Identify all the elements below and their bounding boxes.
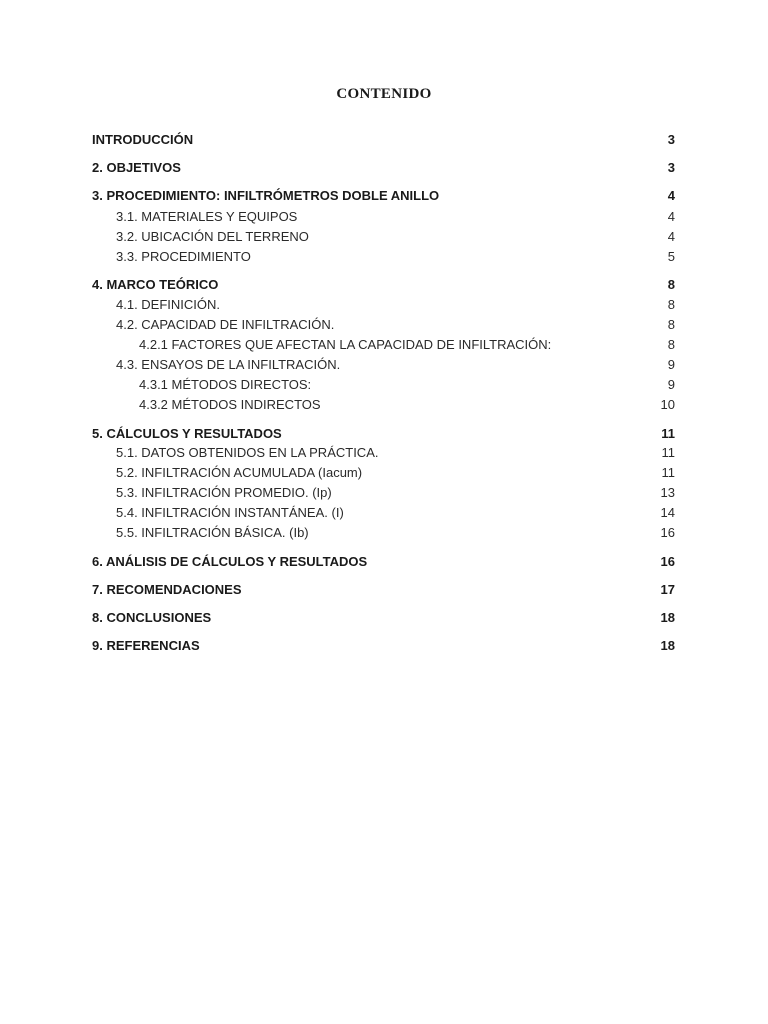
toc-entry-infiltracion-instantanea[interactable] — [116, 504, 675, 522]
toc-entry-ubicacion-del-terreno[interactable] — [116, 228, 675, 246]
toc-entry-metodos-indirectos[interactable] — [139, 396, 675, 414]
toc-entry-page: 8 — [667, 277, 675, 292]
toc-entry-label: 5.2. INFILTRACIÓN ACUMULADA (Iacum) — [116, 465, 363, 480]
toc-entry-introduccion[interactable] — [92, 131, 675, 149]
toc-entry-label: 3.2. UBICACIÓN DEL TERRENO — [116, 229, 309, 244]
toc-entry-procedimiento[interactable] — [116, 248, 675, 266]
toc-entry-page: 8 — [667, 317, 675, 332]
toc-entry-page: 3 — [667, 160, 675, 175]
toc-entry-page: 17 — [660, 582, 675, 597]
toc-entry-analisis-de-calculos[interactable] — [92, 553, 675, 571]
toc-entry-page: 13 — [660, 485, 675, 500]
toc-entry-label: 5.5. INFILTRACIÓN BÁSICA. (Ib) — [116, 525, 309, 540]
toc-entry-page: 10 — [660, 397, 675, 412]
toc-entry-page: 18 — [660, 638, 675, 653]
toc-entry-procedimiento-infiltrometros[interactable] — [92, 187, 675, 205]
toc-entry-page: 3 — [667, 132, 675, 147]
toc-entry-infiltracion-acumulada[interactable] — [116, 464, 675, 482]
toc-entry-page: 16 — [660, 554, 675, 569]
toc-entry-datos-obtenidos[interactable] — [116, 444, 675, 462]
toc-entry-label: 9. REFERENCIAS — [92, 638, 200, 653]
toc-entry-materiales-y-equipos[interactable] — [116, 208, 675, 226]
page-title: CONTENIDO — [336, 86, 432, 102]
toc-entry-label: 3.1. MATERIALES Y EQUIPOS — [116, 209, 298, 224]
toc-entry-label: 5.1. DATOS OBTENIDOS EN LA PRÁCTICA. — [116, 445, 379, 460]
toc-entry-label: 5.4. INFILTRACIÓN INSTANTÁNEA. (I) — [116, 505, 344, 520]
toc-entry-label: 5.3. INFILTRACIÓN PROMEDIO. (Ip) — [116, 485, 332, 500]
toc-entry-page: 14 — [660, 505, 675, 520]
toc-entry-label: INTRODUCCIÓN — [92, 132, 194, 147]
toc-entry-label: 7. RECOMENDACIONES — [92, 582, 242, 597]
toc-entry-label: 5. CÁLCULOS Y RESULTADOS — [92, 426, 282, 441]
toc-entry-recomendaciones[interactable] — [92, 581, 675, 599]
toc-entry-page: 18 — [660, 610, 675, 625]
toc-entry-page: 16 — [660, 525, 675, 540]
toc-entry-page: 5 — [667, 249, 675, 264]
toc-entry-page: 4 — [667, 188, 675, 203]
toc-entry-page: 11 — [661, 426, 675, 441]
toc-entry-label: 6. ANÁLISIS DE CÁLCULOS Y RESULTADOS — [92, 554, 368, 569]
toc-entry-page: 11 — [661, 445, 675, 460]
toc-entry-page: 11 — [661, 465, 675, 480]
toc-entry-page: 4 — [667, 229, 675, 244]
toc-entry-page: 4 — [667, 209, 675, 224]
toc-entry-label: 4.2.1 FACTORES QUE AFECTAN LA CAPACIDAD DE INFILTRACIÓN: — [139, 337, 552, 352]
toc-entry-page: 9 — [667, 377, 675, 392]
toc-entry-label: 4.2. CAPACIDAD DE INFILTRACIÓN. — [116, 317, 335, 332]
toc-entry-calculos-y-resultados[interactable] — [92, 425, 675, 443]
toc-entry-objetivos[interactable] — [92, 159, 675, 177]
toc-entry-page: 8 — [667, 337, 675, 352]
toc-entry-label: 4.3.1 MÉTODOS DIRECTOS: — [139, 377, 312, 392]
toc-entry-ensayos-de-la-infiltracion[interactable] — [116, 356, 675, 374]
toc-entry-factores-que-afectan[interactable] — [139, 336, 675, 354]
toc-entry-label: 4. MARCO TEÓRICO — [92, 277, 219, 292]
toc-entry-label: 4.3.2 MÉTODOS INDIRECTOS — [139, 397, 321, 412]
toc-entry-infiltracion-promedio[interactable] — [116, 484, 675, 502]
toc-entry-label: 8. CONCLUSIONES — [92, 610, 212, 625]
toc-entry-page: 8 — [667, 297, 675, 312]
toc-entry-label: 2. OBJETIVOS — [92, 160, 181, 175]
toc-entry-definicion[interactable] — [116, 296, 675, 314]
toc-entry-label: 4.1. DEFINICIÓN. — [116, 297, 221, 312]
toc-entry-referencias[interactable] — [92, 637, 675, 655]
toc-entry-label: 3. PROCEDIMIENTO: INFILTRÓMETROS DOBLE ANILLO — [92, 188, 440, 203]
toc-entry-label: 4.3. ENSAYOS DE LA INFILTRACIÓN. — [116, 357, 341, 372]
toc-entry-marco-teorico[interactable] — [92, 276, 675, 294]
toc-entry-label: 3.3. PROCEDIMIENTO — [116, 249, 251, 264]
toc-entry-metodos-directos[interactable] — [139, 376, 675, 394]
toc-entry-page: 9 — [667, 357, 675, 372]
toc-entry-conclusiones[interactable] — [92, 609, 675, 627]
toc-entry-capacidad-de-infiltracion[interactable] — [116, 316, 675, 334]
toc-entry-infiltracion-basica[interactable] — [116, 524, 675, 542]
